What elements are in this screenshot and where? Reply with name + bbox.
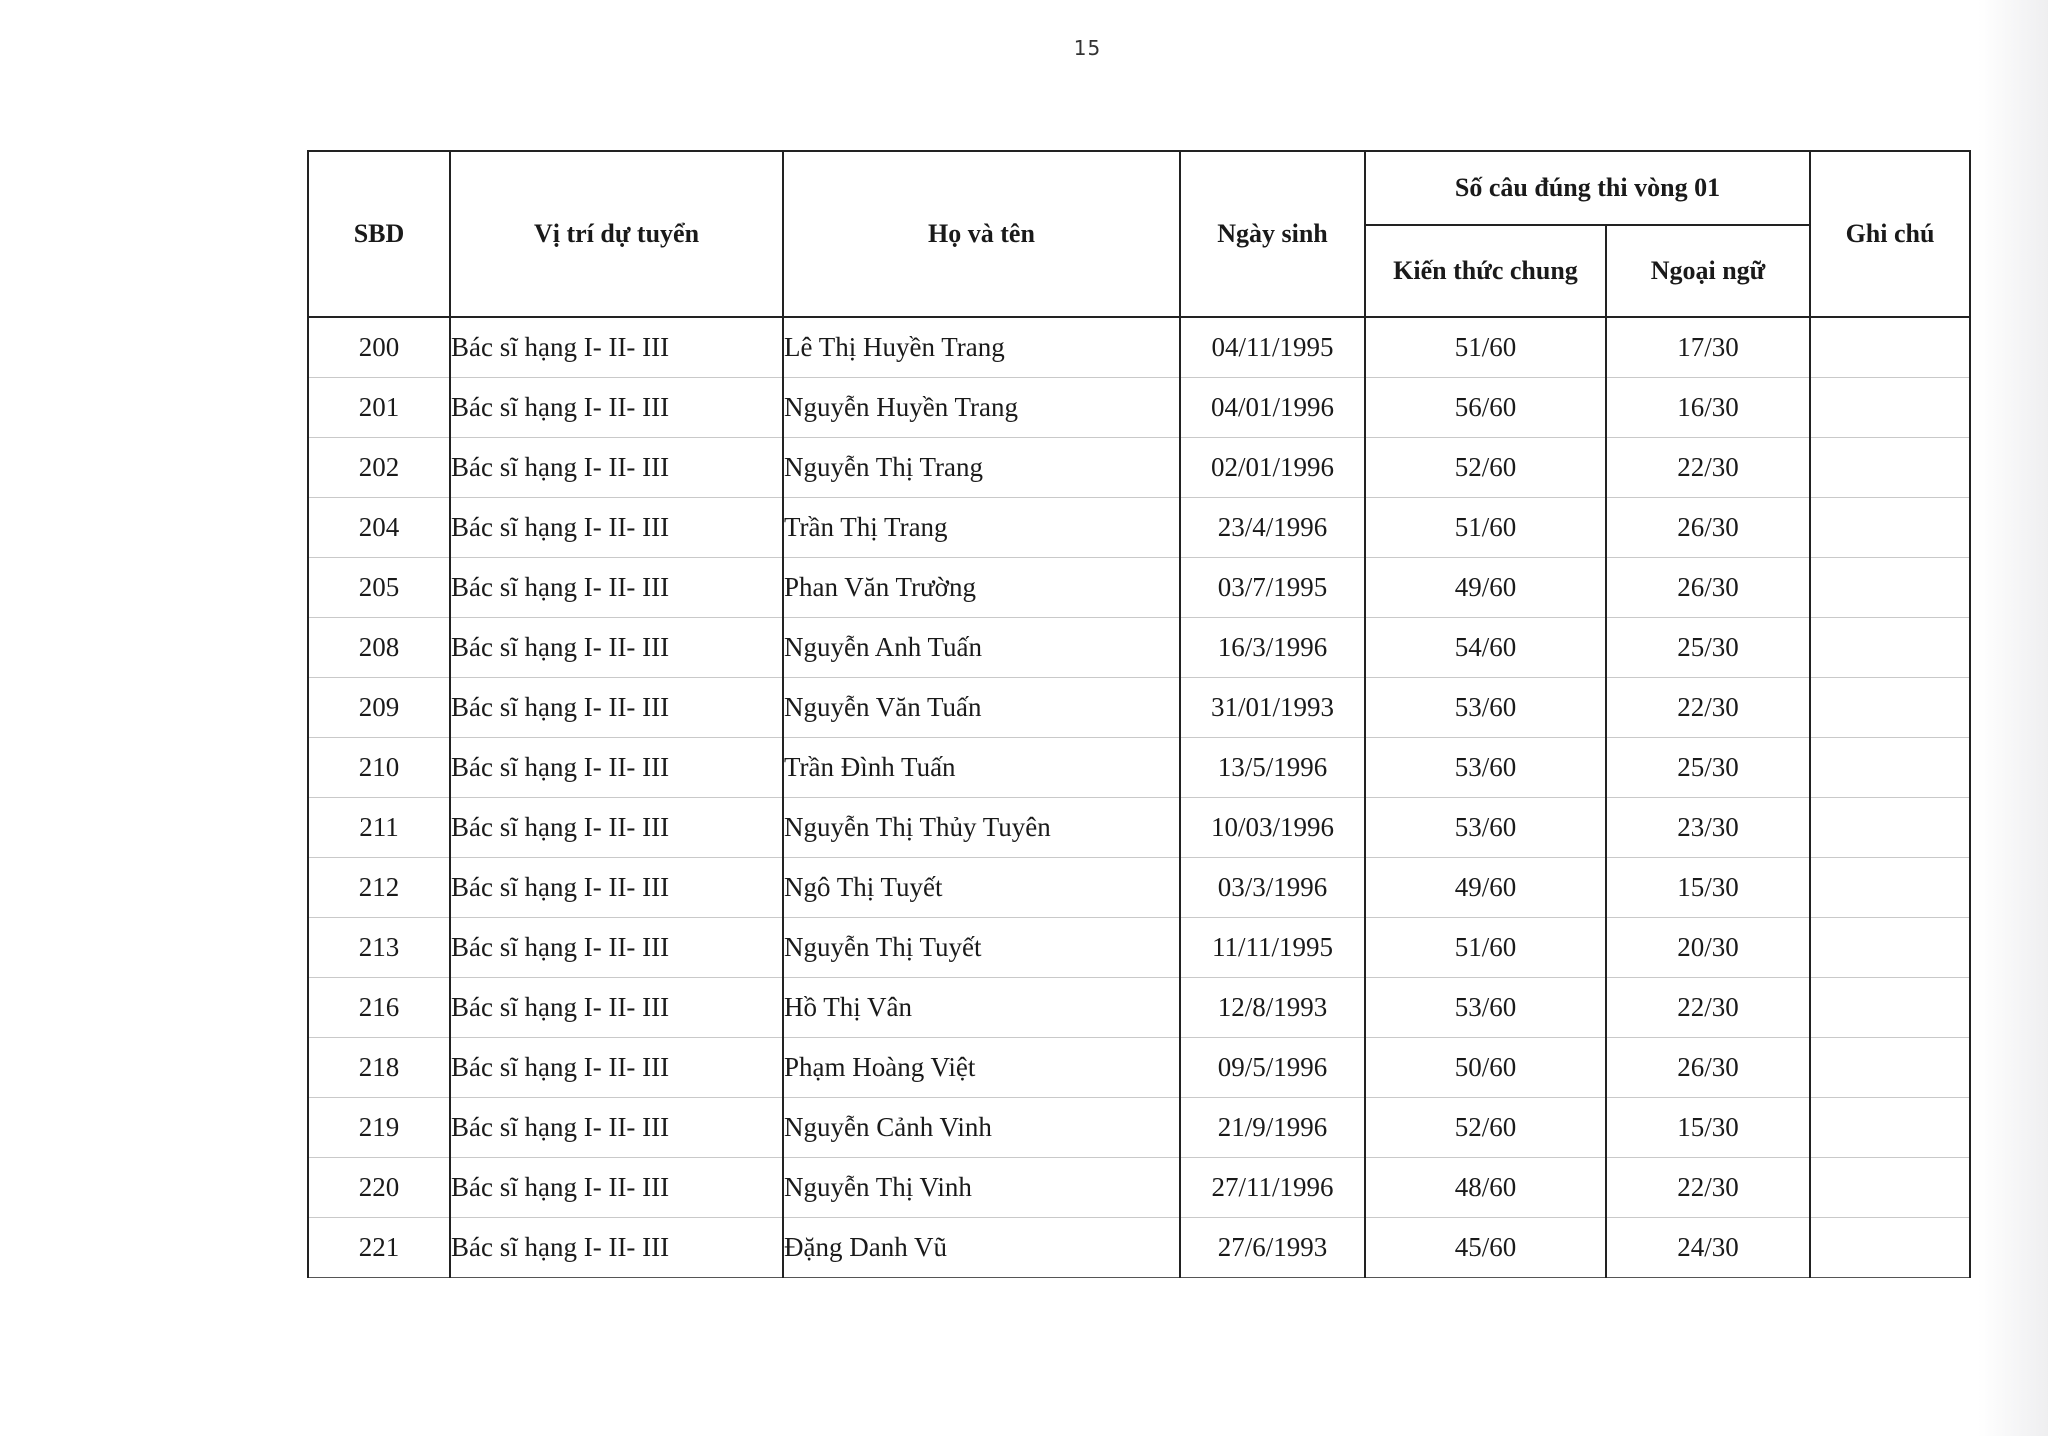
cell-position: Bác sĩ hạng I- II- III xyxy=(450,1158,783,1218)
cell-dob: 16/3/1996 xyxy=(1180,618,1365,678)
table-row xyxy=(308,1158,1970,1218)
cell-dob: 03/7/1995 xyxy=(1180,558,1365,618)
cell-sbd: 202 xyxy=(308,438,450,498)
table-row xyxy=(308,1218,1970,1278)
cell-position: Bác sĩ hạng I- II- III xyxy=(450,1218,783,1278)
cell-general-knowledge: 52/60 xyxy=(1365,1098,1606,1158)
cell-name: Trần Đình Tuấn xyxy=(783,738,1180,798)
results-table xyxy=(307,150,1971,1278)
cell-name: Trần Thị Trang xyxy=(783,498,1180,558)
cell-name: Nguyễn Cảnh Vinh xyxy=(783,1098,1180,1158)
cell-dob: 11/11/1995 xyxy=(1180,918,1365,978)
cell-dob: 27/11/1996 xyxy=(1180,1158,1365,1218)
cell-general-knowledge: 53/60 xyxy=(1365,978,1606,1038)
cell-name: Phan Văn Trường xyxy=(783,558,1180,618)
table-row xyxy=(308,798,1970,858)
cell-general-knowledge: 51/60 xyxy=(1365,498,1606,558)
cell-general-knowledge: 53/60 xyxy=(1365,678,1606,738)
cell-general-knowledge: 50/60 xyxy=(1365,1038,1606,1098)
cell-sbd: 204 xyxy=(308,498,450,558)
cell-position: Bác sĩ hạng I- II- III xyxy=(450,378,783,438)
cell-name: Hồ Thị Vân xyxy=(783,978,1180,1038)
scan-edge-shade xyxy=(1978,0,2048,1436)
cell-general-knowledge: 51/60 xyxy=(1365,317,1606,378)
cell-general-knowledge: 49/60 xyxy=(1365,858,1606,918)
cell-name: Phạm Hoàng Việt xyxy=(783,1038,1180,1098)
cell-foreign-language: 25/30 xyxy=(1606,618,1810,678)
table-row xyxy=(308,738,1970,798)
cell-sbd: 210 xyxy=(308,738,450,798)
cell-foreign-language: 26/30 xyxy=(1606,558,1810,618)
cell-sbd: 218 xyxy=(308,1038,450,1098)
cell-note xyxy=(1810,798,1970,858)
cell-foreign-language: 20/30 xyxy=(1606,918,1810,978)
cell-sbd: 205 xyxy=(308,558,450,618)
cell-note xyxy=(1810,1218,1970,1278)
cell-dob: 10/03/1996 xyxy=(1180,798,1365,858)
cell-dob: 02/01/1996 xyxy=(1180,438,1365,498)
cell-note xyxy=(1810,678,1970,738)
cell-position: Bác sĩ hạng I- II- III xyxy=(450,1038,783,1098)
cell-name: Nguyễn Thị Trang xyxy=(783,438,1180,498)
cell-foreign-language: 15/30 xyxy=(1606,858,1810,918)
cell-general-knowledge: 53/60 xyxy=(1365,798,1606,858)
cell-note xyxy=(1810,317,1970,378)
cell-foreign-language: 16/30 xyxy=(1606,378,1810,438)
cell-position: Bác sĩ hạng I- II- III xyxy=(450,978,783,1038)
table-row xyxy=(308,1098,1970,1158)
cell-position: Bác sĩ hạng I- II- III xyxy=(450,918,783,978)
cell-position: Bác sĩ hạng I- II- III xyxy=(450,498,783,558)
cell-dob: 12/8/1993 xyxy=(1180,978,1365,1038)
cell-note xyxy=(1810,918,1970,978)
cell-dob: 09/5/1996 xyxy=(1180,1038,1365,1098)
table-header xyxy=(308,151,1970,317)
table-row xyxy=(308,378,1970,438)
cell-name: Nguyễn Thị Vinh xyxy=(783,1158,1180,1218)
cell-dob: 03/3/1996 xyxy=(1180,858,1365,918)
cell-foreign-language: 17/30 xyxy=(1606,317,1810,378)
cell-position: Bác sĩ hạng I- II- III xyxy=(450,798,783,858)
cell-note xyxy=(1810,438,1970,498)
cell-note xyxy=(1810,618,1970,678)
cell-position: Bác sĩ hạng I- II- III xyxy=(450,438,783,498)
cell-general-knowledge: 45/60 xyxy=(1365,1218,1606,1278)
cell-general-knowledge: 56/60 xyxy=(1365,378,1606,438)
cell-sbd: 200 xyxy=(308,317,450,378)
cell-note xyxy=(1810,378,1970,438)
cell-name: Nguyễn Văn Tuấn xyxy=(783,678,1180,738)
cell-position: Bác sĩ hạng I- II- III xyxy=(450,738,783,798)
cell-dob: 31/01/1993 xyxy=(1180,678,1365,738)
cell-name: Ngô Thị Tuyết xyxy=(783,858,1180,918)
cell-note xyxy=(1810,978,1970,1038)
cell-note xyxy=(1810,498,1970,558)
cell-note xyxy=(1810,858,1970,918)
cell-dob: 04/01/1996 xyxy=(1180,378,1365,438)
cell-name: Nguyễn Anh Tuấn xyxy=(783,618,1180,678)
cell-foreign-language: 22/30 xyxy=(1606,438,1810,498)
cell-general-knowledge: 52/60 xyxy=(1365,438,1606,498)
cell-sbd: 213 xyxy=(308,918,450,978)
cell-sbd: 220 xyxy=(308,1158,450,1218)
cell-sbd: 221 xyxy=(308,1218,450,1278)
cell-general-knowledge: 53/60 xyxy=(1365,738,1606,798)
table-row xyxy=(308,558,1970,618)
cell-foreign-language: 15/30 xyxy=(1606,1098,1810,1158)
cell-foreign-language: 22/30 xyxy=(1606,1158,1810,1218)
cell-foreign-language: 26/30 xyxy=(1606,498,1810,558)
cell-name: Nguyễn Thị Thủy Tuyên xyxy=(783,798,1180,858)
cell-name: Nguyễn Huyền Trang xyxy=(783,378,1180,438)
cell-position: Bác sĩ hạng I- II- III xyxy=(450,317,783,378)
cell-name: Lê Thị Huyền Trang xyxy=(783,317,1180,378)
cell-position: Bác sĩ hạng I- II- III xyxy=(450,1098,783,1158)
header-position: Vị trí dự tuyển xyxy=(450,151,783,317)
cell-sbd: 216 xyxy=(308,978,450,1038)
cell-note xyxy=(1810,1158,1970,1218)
header-sbd: SBD xyxy=(308,151,450,317)
cell-name: Đặng Danh Vũ xyxy=(783,1218,1180,1278)
cell-foreign-language: 24/30 xyxy=(1606,1218,1810,1278)
cell-name: Nguyễn Thị Tuyết xyxy=(783,918,1180,978)
table-row xyxy=(308,618,1970,678)
cell-foreign-language: 26/30 xyxy=(1606,1038,1810,1098)
cell-dob: 13/5/1996 xyxy=(1180,738,1365,798)
header-dob: Ngày sinh xyxy=(1180,151,1365,317)
header-correct-answers-group: Số câu đúng thi vòng 01 xyxy=(1365,151,1810,225)
cell-position: Bác sĩ hạng I- II- III xyxy=(450,858,783,918)
table-row xyxy=(308,1038,1970,1098)
page-number: 15 xyxy=(1073,36,1102,60)
cell-dob: 21/9/1996 xyxy=(1180,1098,1365,1158)
cell-sbd: 209 xyxy=(308,678,450,738)
cell-foreign-language: 25/30 xyxy=(1606,738,1810,798)
cell-foreign-language: 22/30 xyxy=(1606,678,1810,738)
cell-note xyxy=(1810,1098,1970,1158)
table-row xyxy=(308,438,1970,498)
cell-foreign-language: 23/30 xyxy=(1606,798,1810,858)
cell-foreign-language: 22/30 xyxy=(1606,978,1810,1038)
table-row xyxy=(308,918,1970,978)
cell-position: Bác sĩ hạng I- II- III xyxy=(450,558,783,618)
cell-note xyxy=(1810,1038,1970,1098)
cell-general-knowledge: 51/60 xyxy=(1365,918,1606,978)
cell-general-knowledge: 54/60 xyxy=(1365,618,1606,678)
header-name: Họ và tên xyxy=(783,151,1180,317)
cell-position: Bác sĩ hạng I- II- III xyxy=(450,618,783,678)
table-body xyxy=(308,317,1970,1278)
cell-sbd: 208 xyxy=(308,618,450,678)
cell-dob: 23/4/1996 xyxy=(1180,498,1365,558)
cell-position: Bác sĩ hạng I- II- III xyxy=(450,678,783,738)
cell-sbd: 211 xyxy=(308,798,450,858)
table-row xyxy=(308,678,1970,738)
cell-sbd: 219 xyxy=(308,1098,450,1158)
header-general-knowledge: Kiến thức chung xyxy=(1365,225,1606,317)
table-row xyxy=(308,498,1970,558)
table-row xyxy=(308,858,1970,918)
cell-dob: 04/11/1995 xyxy=(1180,317,1365,378)
cell-sbd: 212 xyxy=(308,858,450,918)
header-foreign-language: Ngoại ngữ xyxy=(1606,225,1810,317)
cell-general-knowledge: 49/60 xyxy=(1365,558,1606,618)
cell-sbd: 201 xyxy=(308,378,450,438)
header-note: Ghi chú xyxy=(1810,151,1970,317)
table-row xyxy=(308,317,1970,378)
cell-note xyxy=(1810,738,1970,798)
table-row xyxy=(308,978,1970,1038)
cell-dob: 27/6/1993 xyxy=(1180,1218,1365,1278)
cell-note xyxy=(1810,558,1970,618)
cell-general-knowledge: 48/60 xyxy=(1365,1158,1606,1218)
